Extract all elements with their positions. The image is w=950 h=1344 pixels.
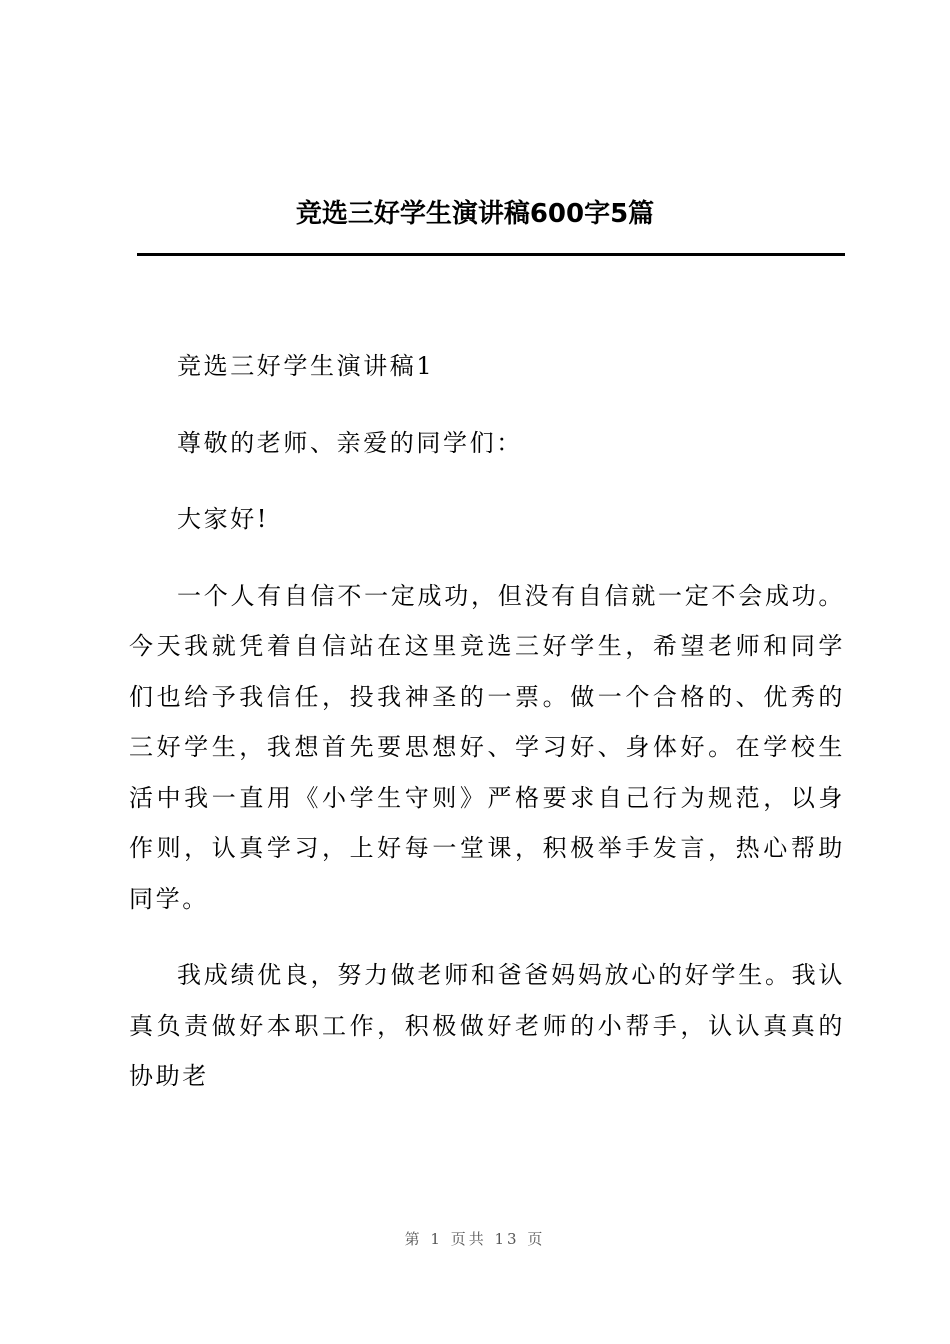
section-heading: 竞选三好学生演讲稿1 bbox=[177, 352, 435, 380]
document-title: 竞选三好学生演讲稿600字5篇 bbox=[295, 199, 655, 229]
page-number-footer: 第 1 页共 13 页 bbox=[404, 1230, 546, 1248]
greeting: 大家好! bbox=[177, 505, 270, 533]
title-underline bbox=[137, 253, 845, 256]
body-paragraph: 一个人有自信不一定成功，但没有自信就一定不会成功。今天我就凭着自信站在这里竞选三好学生，希望老师和同学们也给予我信任，投我神圣的一票。做一个合格的、优秀的三好学生，我想首先要思想好、学习好、身体好。在学校生活中我一直用《小学生守则》严格要求自己行为规范，以身作则，认真学习，上好每一堂课，积极举手发言，热心帮助同学。 bbox=[129, 581, 845, 913]
salutation: 尊敬的老师、亲爱的同学们： bbox=[177, 428, 523, 457]
body-paragraph: 我成绩优良，努力做老师和爸爸妈妈放心的好学生。我认真负责做好本职工作，积极做好老师的小帮手，认认真真的协助老 bbox=[129, 961, 845, 1090]
document-body bbox=[129, 341, 845, 1102]
